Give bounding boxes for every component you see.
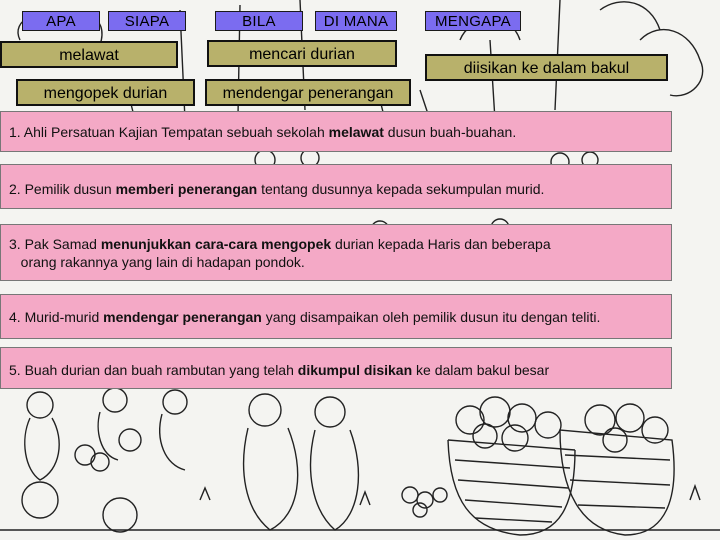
sentence-3-end: durian kepada Haris dan beberapa bbox=[331, 236, 551, 252]
sentence-5[interactable] bbox=[0, 347, 672, 389]
sentence-3[interactable] bbox=[0, 224, 672, 281]
sentence-1[interactable] bbox=[0, 111, 672, 152]
label-siapa[interactable]: SIAPA bbox=[108, 11, 186, 31]
sentence-2-start: 2. Pemilik dusun bbox=[9, 181, 116, 197]
sentence-5-keyword: dikumpul disikan bbox=[297, 362, 413, 378]
sentence-3-start: 3. Pak Samad bbox=[9, 236, 101, 252]
sentence-5-end: ke dalam bakul besar bbox=[412, 362, 550, 378]
sentence-2-keyword: memberi penerangan bbox=[115, 181, 258, 197]
sentence-4-keyword: mendengar penerangan bbox=[103, 309, 262, 325]
sentence-2-end: tentang dusunnya kepada sekumpulan murid. bbox=[257, 181, 545, 197]
sentence-4[interactable] bbox=[0, 294, 672, 339]
label-di-mana[interactable]: DI MANA bbox=[315, 11, 397, 31]
answer-mendengar-penerangan[interactable]: mendengar penerangan bbox=[205, 79, 411, 106]
label-apa[interactable]: APA bbox=[22, 11, 100, 31]
sentence-1-end: dusun buah-buahan. bbox=[383, 124, 517, 140]
sentence-4-end: yang disampaikan oleh pemilik dusun itu dengan teliti. bbox=[261, 309, 601, 325]
sentence-3-line2: orang rakannya yang lain di hadapan pondok. bbox=[9, 254, 305, 270]
answer-diisikan-ke-dalam-bakul[interactable]: diisikan ke dalam bakul bbox=[425, 54, 668, 81]
sentence-1-keyword: melawat bbox=[328, 124, 384, 140]
sentence-5-start: 5. Buah durian dan buah rambutan yang telah bbox=[9, 362, 298, 378]
answer-mencari-durian[interactable]: mencari durian bbox=[207, 40, 397, 67]
answer-mengopek-durian[interactable]: mengopek durian bbox=[16, 79, 195, 106]
label-bila[interactable]: BILA bbox=[215, 11, 303, 31]
sentence-2[interactable] bbox=[0, 164, 672, 209]
sentence-3-keyword: menunjukkan cara-cara mengopek bbox=[100, 236, 332, 252]
label-mengapa[interactable]: MENGAPA bbox=[425, 11, 521, 31]
answer-melawat[interactable]: melawat bbox=[0, 41, 178, 68]
sentence-4-start: 4. Murid-murid bbox=[9, 309, 104, 325]
sentence-1-start: 1. Ahli Persatuan Kajian Tempatan sebuah sekolah bbox=[9, 124, 329, 140]
